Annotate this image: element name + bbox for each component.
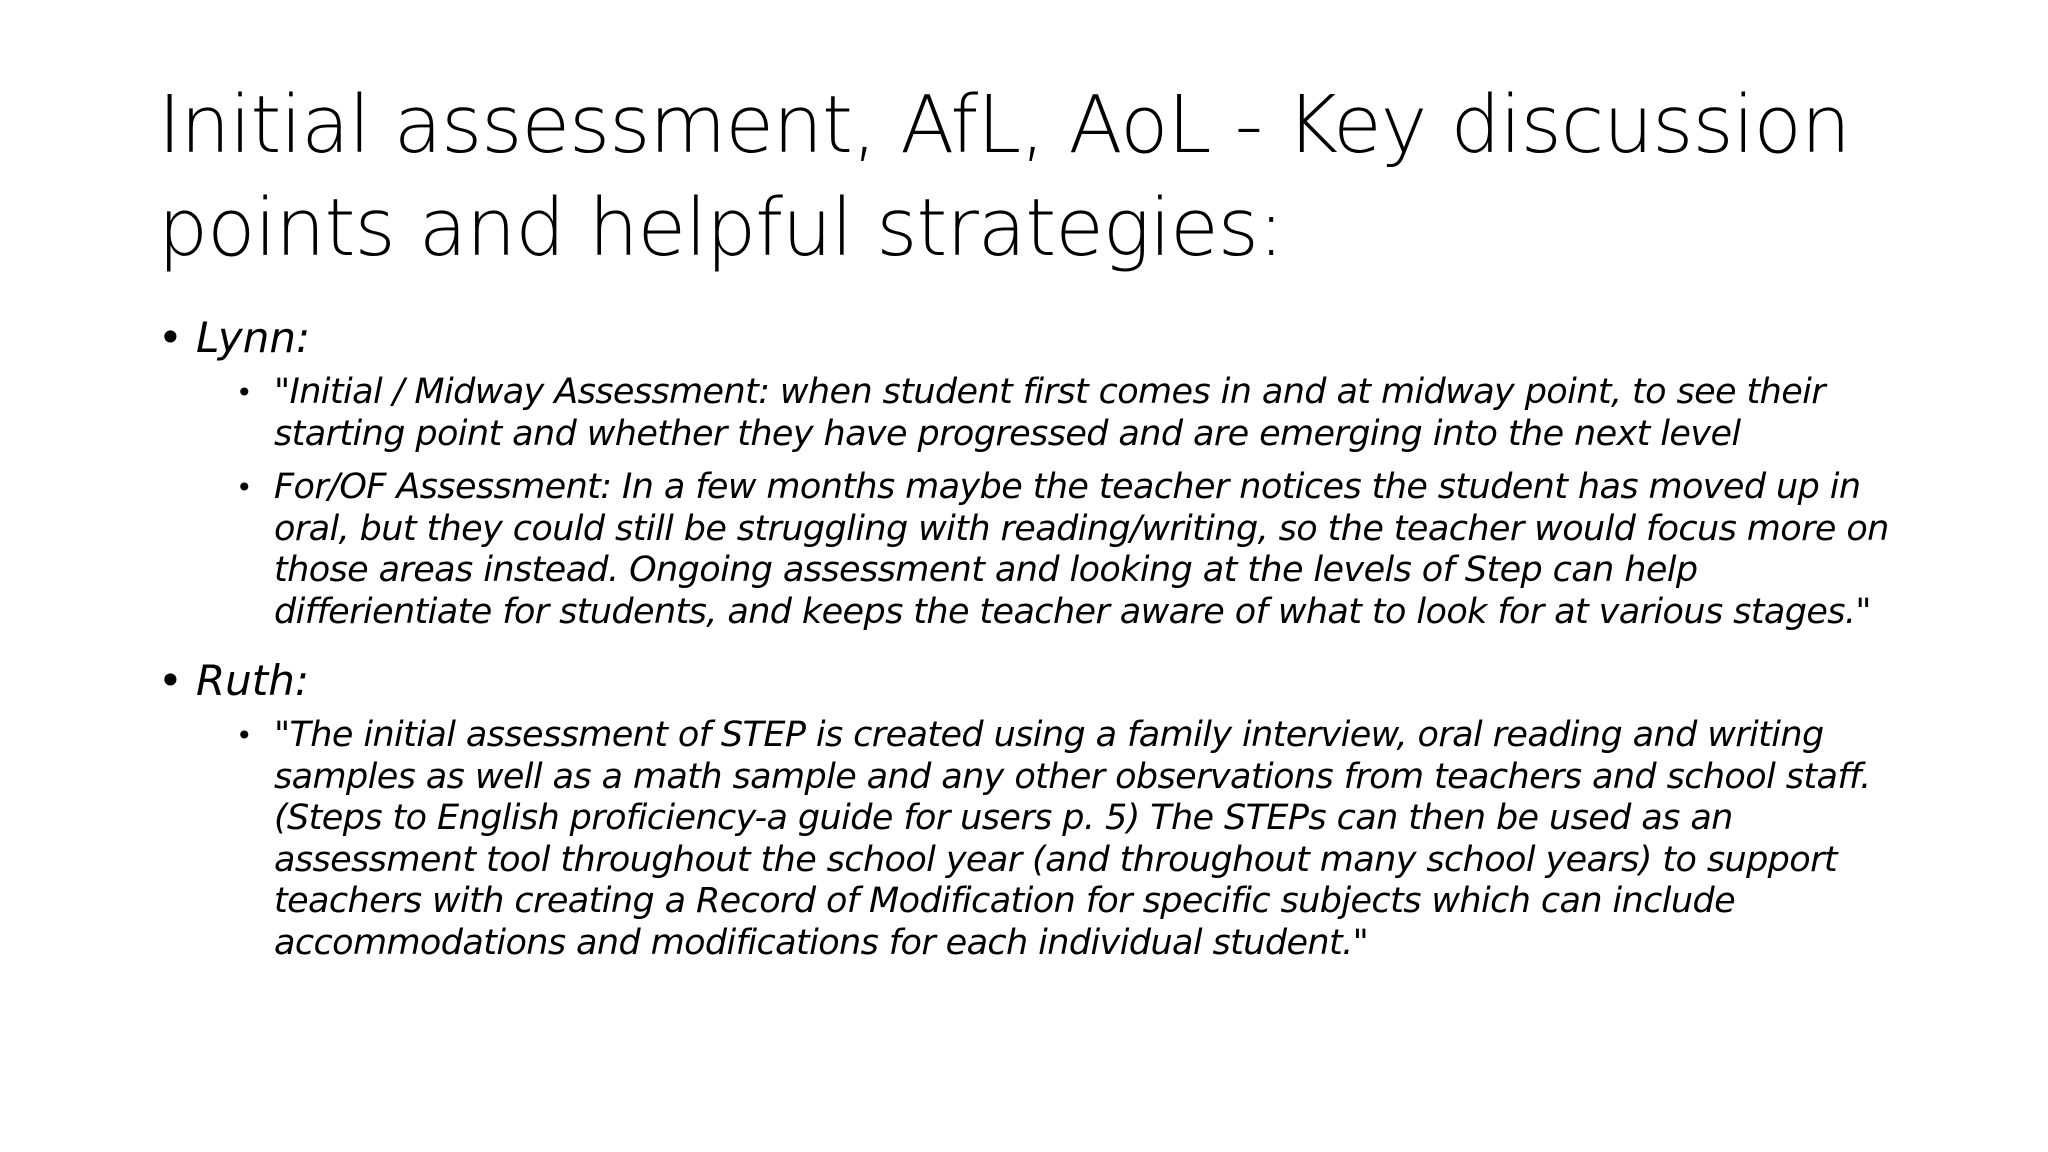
ruth-points (236, 715, 1918, 964)
lynn-points (236, 372, 1918, 633)
section-heading-ruth (158, 655, 1918, 707)
bullet-icon: • (158, 313, 183, 362)
section-heading-lynn (158, 312, 1918, 364)
list-item (236, 467, 1918, 633)
title-line-2: points and helpful strategies: (158, 182, 1284, 274)
list-item (236, 372, 1918, 455)
point-text: "Initial / Midway Assessment: when student first comes in and at midway point, to see their starting point and whether they have progressed and are emerging into the next level (274, 372, 1826, 454)
bullet-icon: • (158, 656, 183, 705)
bullet-icon: • (236, 376, 252, 409)
bullet-icon: • (236, 719, 252, 752)
section-name: Lynn: (196, 313, 311, 362)
point-text: For/OF Assessment: In a few months maybe the teacher notices the student has moved up in oral, but they could still be struggling with reading/writing, so the teacher would focus more on those areas instead. Ongoing assessment and looking at the levels of Step can help differientiate for students, and keeps the teacher aware of what to look for at various stages." (274, 467, 1889, 632)
section-name: Ruth: (196, 656, 310, 705)
title-line-1: Initial assessment, AfL, AoL - Key discussion (158, 79, 1850, 171)
slide-content (158, 312, 1918, 976)
list-item (236, 715, 1918, 964)
point-text: "The initial assessment of STEP is created using a family interview, oral reading and writing samples as well as a math sample and any other observations from teachers and school staff. (Steps to English proficiency-a guide for users p. 5) The STEPs can then be used as an assessment tool throughout the school year (and throughout many school years) to support teachers with creating a Record of Modification for specific subjects which can include accommodations and modifications for each individual student." (274, 715, 1871, 963)
slide-title (158, 74, 1918, 280)
bullet-icon: • (236, 471, 252, 504)
